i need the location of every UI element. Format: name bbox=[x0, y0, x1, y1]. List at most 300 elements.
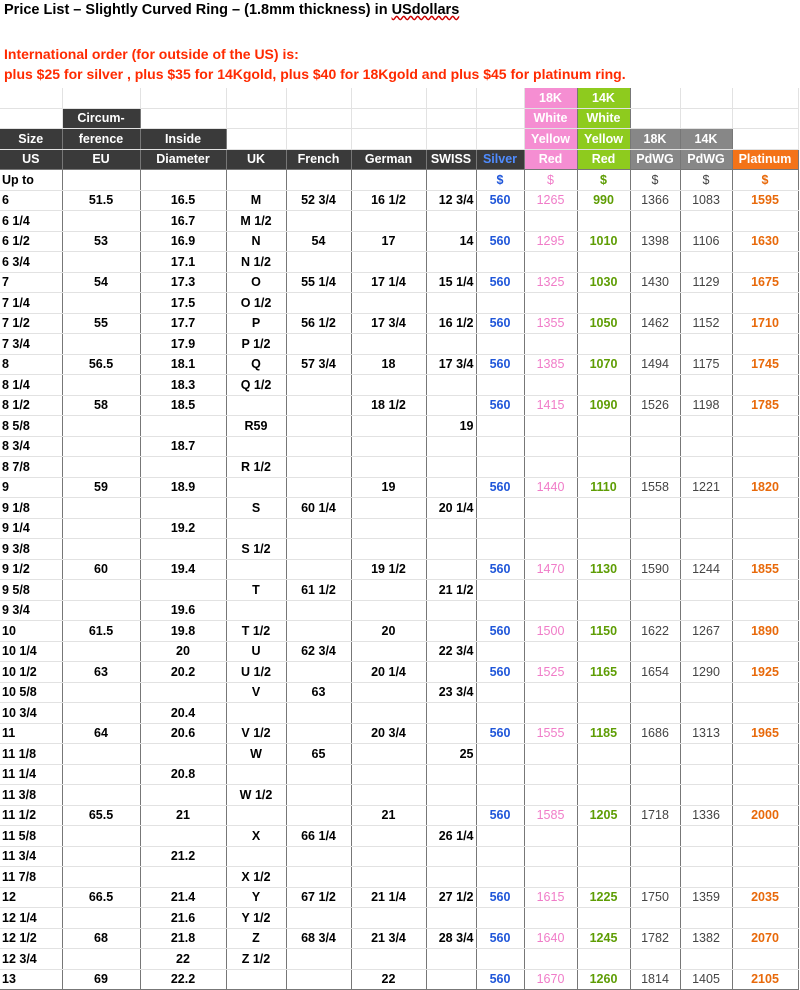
header-swiss: SWISS bbox=[426, 149, 476, 170]
cell-inside-diameter bbox=[140, 457, 226, 478]
cell-silver-price: 560 bbox=[476, 231, 524, 252]
cell-swiss bbox=[426, 969, 476, 990]
cell-silver-price bbox=[476, 703, 524, 724]
cell-18k-pdwg-price: 1718 bbox=[630, 805, 680, 826]
cell-14k-pdwg-price: 1313 bbox=[680, 723, 732, 744]
cell-18k-pdwg-price bbox=[630, 334, 680, 355]
cell-inside-diameter: 17.7 bbox=[140, 313, 226, 334]
cell-swiss: 21 1/2 bbox=[426, 580, 476, 601]
cell-us-size: 7 1/4 bbox=[0, 293, 62, 314]
header-diameter: Diameter bbox=[140, 149, 226, 170]
table-row bbox=[0, 928, 798, 949]
table-row bbox=[0, 621, 798, 642]
cell-uk: V 1/2 bbox=[226, 723, 286, 744]
cell-14k-pdwg-price bbox=[680, 211, 732, 232]
cell-18k-red-price: 1470 bbox=[524, 559, 577, 580]
table-row bbox=[0, 805, 798, 826]
cell-eu bbox=[62, 539, 140, 560]
cell-silver-price bbox=[476, 334, 524, 355]
cell-german bbox=[351, 457, 426, 478]
cell-silver-price: 560 bbox=[476, 395, 524, 416]
cell-uk bbox=[226, 436, 286, 457]
table-row bbox=[0, 457, 798, 478]
cell-swiss bbox=[426, 723, 476, 744]
cell-14k-red-price bbox=[577, 375, 630, 396]
table-row bbox=[0, 211, 798, 232]
cell-french: 56 1/2 bbox=[286, 313, 351, 334]
cell-14k-red-price: 990 bbox=[577, 190, 630, 211]
cell-platinum-price bbox=[732, 334, 798, 355]
cell-inside-diameter bbox=[140, 682, 226, 703]
cell-18k-red-price bbox=[524, 539, 577, 560]
cell-silver-price bbox=[476, 908, 524, 929]
cell-french bbox=[286, 908, 351, 929]
cell-14k-pdwg-price bbox=[680, 867, 732, 888]
cell-uk: Z 1/2 bbox=[226, 949, 286, 970]
cell-swiss bbox=[426, 785, 476, 806]
cell-inside-diameter bbox=[140, 744, 226, 765]
cell-eu bbox=[62, 949, 140, 970]
cell-platinum-price: 1675 bbox=[732, 272, 798, 293]
cell-14k-red-price: 1090 bbox=[577, 395, 630, 416]
cell-french: 65 bbox=[286, 744, 351, 765]
cell-silver-price bbox=[476, 416, 524, 437]
cell-platinum-price bbox=[732, 498, 798, 519]
cell-german bbox=[351, 580, 426, 601]
cell-us-size: 10 3/4 bbox=[0, 703, 62, 724]
cell-silver-price bbox=[476, 436, 524, 457]
cell-eu: 53 bbox=[62, 231, 140, 252]
cell-uk bbox=[226, 600, 286, 621]
cell-eu: 54 bbox=[62, 272, 140, 293]
table-row bbox=[0, 908, 798, 929]
cell-18k-pdwg-price bbox=[630, 826, 680, 847]
header-row-4 bbox=[0, 149, 798, 170]
cell-swiss bbox=[426, 949, 476, 970]
cell-eu: 65.5 bbox=[62, 805, 140, 826]
cell-us-size: 9 1/2 bbox=[0, 559, 62, 580]
table-row bbox=[0, 723, 798, 744]
cell-us-size: 8 1/2 bbox=[0, 395, 62, 416]
cell-french: 62 3/4 bbox=[286, 641, 351, 662]
cell-uk: P 1/2 bbox=[226, 334, 286, 355]
table-row bbox=[0, 662, 798, 683]
cell-platinum-price bbox=[732, 518, 798, 539]
cell-18k-pdwg-price: 1654 bbox=[630, 662, 680, 683]
table-row bbox=[0, 580, 798, 601]
cell-silver-price: 560 bbox=[476, 313, 524, 334]
cell-18k-red-price bbox=[524, 375, 577, 396]
cell-platinum-price bbox=[732, 908, 798, 929]
cell-uk: T 1/2 bbox=[226, 621, 286, 642]
cell-18k-red-price bbox=[524, 600, 577, 621]
cell-18k-pdwg-price bbox=[630, 846, 680, 867]
currency-18k-pdwg: $ bbox=[630, 170, 680, 191]
header-size: Size bbox=[0, 129, 62, 150]
cell-swiss bbox=[426, 703, 476, 724]
cell-eu bbox=[62, 867, 140, 888]
cell-eu: 55 bbox=[62, 313, 140, 334]
cell-14k-red-price: 1185 bbox=[577, 723, 630, 744]
cell-french: 55 1/4 bbox=[286, 272, 351, 293]
cell-14k-pdwg-price bbox=[680, 518, 732, 539]
cell-swiss bbox=[426, 477, 476, 498]
cell-18k-red-price bbox=[524, 846, 577, 867]
cell-french: 57 3/4 bbox=[286, 354, 351, 375]
cell-eu bbox=[62, 846, 140, 867]
cell-french bbox=[286, 375, 351, 396]
cell-french bbox=[286, 559, 351, 580]
cell-silver-price: 560 bbox=[476, 272, 524, 293]
cell-french bbox=[286, 621, 351, 642]
cell-14k-pdwg-price: 1336 bbox=[680, 805, 732, 826]
cell-18k-pdwg-price bbox=[630, 252, 680, 273]
cell-eu bbox=[62, 436, 140, 457]
cell-14k-pdwg-price bbox=[680, 436, 732, 457]
cell-french bbox=[286, 846, 351, 867]
cell-uk: O bbox=[226, 272, 286, 293]
cell-platinum-price bbox=[732, 293, 798, 314]
cell-18k-red-price bbox=[524, 498, 577, 519]
table-row bbox=[0, 252, 798, 273]
cell-us-size: 9 5/8 bbox=[0, 580, 62, 601]
cell-platinum-price bbox=[732, 764, 798, 785]
cell-us-size: 8 7/8 bbox=[0, 457, 62, 478]
cell-platinum-price: 1890 bbox=[732, 621, 798, 642]
table-row bbox=[0, 293, 798, 314]
cell-18k-pdwg-price: 1782 bbox=[630, 928, 680, 949]
cell-14k-red-price: 1165 bbox=[577, 662, 630, 683]
cell-18k-red-price bbox=[524, 518, 577, 539]
cell-swiss bbox=[426, 867, 476, 888]
cell-eu: 56.5 bbox=[62, 354, 140, 375]
header-18k-pd: 18K bbox=[630, 129, 680, 150]
table-row bbox=[0, 600, 798, 621]
cell-14k-red-price: 1225 bbox=[577, 887, 630, 908]
cell-platinum-price bbox=[732, 682, 798, 703]
cell-us-size: 13 bbox=[0, 969, 62, 990]
cell-14k-red-price: 1130 bbox=[577, 559, 630, 580]
table-row bbox=[0, 518, 798, 539]
cell-swiss bbox=[426, 559, 476, 580]
cell-us-size: 8 bbox=[0, 354, 62, 375]
cell-eu: 64 bbox=[62, 723, 140, 744]
cell-swiss: 17 3/4 bbox=[426, 354, 476, 375]
cell-german bbox=[351, 539, 426, 560]
cell-eu bbox=[62, 416, 140, 437]
cell-us-size: 6 1/4 bbox=[0, 211, 62, 232]
cell-french bbox=[286, 805, 351, 826]
cell-18k-red-price bbox=[524, 334, 577, 355]
cell-uk: W bbox=[226, 744, 286, 765]
cell-silver-price bbox=[476, 518, 524, 539]
cell-swiss bbox=[426, 334, 476, 355]
cell-us-size: 12 1/4 bbox=[0, 908, 62, 929]
cell-silver-price bbox=[476, 498, 524, 519]
cell-14k-pdwg-price: 1198 bbox=[680, 395, 732, 416]
table-row bbox=[0, 334, 798, 355]
cell-14k-red-price bbox=[577, 252, 630, 273]
cell-inside-diameter: 20.2 bbox=[140, 662, 226, 683]
header-us: US bbox=[0, 149, 62, 170]
cell-german bbox=[351, 682, 426, 703]
cell-uk: Y bbox=[226, 887, 286, 908]
cell-swiss: 15 1/4 bbox=[426, 272, 476, 293]
cell-inside-diameter bbox=[140, 498, 226, 519]
cell-silver-price: 560 bbox=[476, 805, 524, 826]
cell-platinum-price bbox=[732, 600, 798, 621]
header-14k-pdwg: PdWG bbox=[680, 149, 732, 170]
cell-14k-red-price bbox=[577, 785, 630, 806]
cell-inside-diameter: 20.8 bbox=[140, 764, 226, 785]
cell-german: 17 bbox=[351, 231, 426, 252]
cell-us-size: 6 bbox=[0, 190, 62, 211]
cell-inside-diameter: 18.3 bbox=[140, 375, 226, 396]
cell-18k-pdwg-price: 1526 bbox=[630, 395, 680, 416]
cell-platinum-price: 1965 bbox=[732, 723, 798, 744]
cell-platinum-price bbox=[732, 744, 798, 765]
cell-18k-red-price: 1325 bbox=[524, 272, 577, 293]
table-row bbox=[0, 682, 798, 703]
cell-swiss bbox=[426, 211, 476, 232]
cell-inside-diameter: 19.6 bbox=[140, 600, 226, 621]
cell-inside-diameter: 17.5 bbox=[140, 293, 226, 314]
table-row bbox=[0, 703, 798, 724]
cell-french bbox=[286, 436, 351, 457]
cell-eu bbox=[62, 641, 140, 662]
cell-18k-red-price bbox=[524, 641, 577, 662]
cell-german: 21 3/4 bbox=[351, 928, 426, 949]
cell-18k-red-price bbox=[524, 785, 577, 806]
cell-18k-red-price bbox=[524, 908, 577, 929]
cell-18k-red-price bbox=[524, 252, 577, 273]
cell-inside-diameter: 20.4 bbox=[140, 703, 226, 724]
cell-inside-diameter bbox=[140, 867, 226, 888]
cell-18k-red-price: 1265 bbox=[524, 190, 577, 211]
cell-us-size: 9 3/4 bbox=[0, 600, 62, 621]
cell-german: 16 1/2 bbox=[351, 190, 426, 211]
cell-18k-pdwg-price bbox=[630, 457, 680, 478]
cell-platinum-price bbox=[732, 785, 798, 806]
cell-silver-price bbox=[476, 580, 524, 601]
cell-us-size: 8 3/4 bbox=[0, 436, 62, 457]
cell-silver-price bbox=[476, 641, 524, 662]
cell-german: 20 1/4 bbox=[351, 662, 426, 683]
cell-14k-red-price bbox=[577, 641, 630, 662]
cell-14k-pdwg-price bbox=[680, 703, 732, 724]
cell-silver-price: 560 bbox=[476, 969, 524, 990]
cell-14k-red-price bbox=[577, 457, 630, 478]
table-row bbox=[0, 867, 798, 888]
cell-swiss: 27 1/2 bbox=[426, 887, 476, 908]
cell-14k-pdwg-price bbox=[680, 375, 732, 396]
cell-18k-pdwg-price bbox=[630, 908, 680, 929]
cell-14k-pdwg-price bbox=[680, 908, 732, 929]
header-row-2 bbox=[0, 108, 798, 129]
cell-inside-diameter: 18.9 bbox=[140, 477, 226, 498]
cell-inside-diameter: 18.5 bbox=[140, 395, 226, 416]
cell-swiss: 20 1/4 bbox=[426, 498, 476, 519]
cell-14k-red-price bbox=[577, 846, 630, 867]
table-row bbox=[0, 826, 798, 847]
currency-14k-red: $ bbox=[577, 170, 630, 191]
cell-18k-pdwg-price bbox=[630, 764, 680, 785]
table-row bbox=[0, 744, 798, 765]
table-row bbox=[0, 949, 798, 970]
cell-inside-diameter: 16.9 bbox=[140, 231, 226, 252]
cell-18k-pdwg-price bbox=[630, 498, 680, 519]
cell-silver-price: 560 bbox=[476, 887, 524, 908]
cell-18k-red-price bbox=[524, 416, 577, 437]
cell-18k-red-price: 1500 bbox=[524, 621, 577, 642]
cell-18k-pdwg-price: 1590 bbox=[630, 559, 680, 580]
cell-18k-red-price: 1385 bbox=[524, 354, 577, 375]
cell-18k-red-price: 1440 bbox=[524, 477, 577, 498]
cell-14k-pdwg-price bbox=[680, 846, 732, 867]
cell-uk: W 1/2 bbox=[226, 785, 286, 806]
cell-18k-pdwg-price: 1494 bbox=[630, 354, 680, 375]
cell-14k-red-price bbox=[577, 436, 630, 457]
cell-swiss: 16 1/2 bbox=[426, 313, 476, 334]
cell-silver-price bbox=[476, 949, 524, 970]
cell-silver-price: 560 bbox=[476, 621, 524, 642]
header-platinum: Platinum bbox=[732, 149, 798, 170]
cell-platinum-price bbox=[732, 580, 798, 601]
cell-14k-pdwg-price bbox=[680, 580, 732, 601]
cell-uk: M bbox=[226, 190, 286, 211]
cell-german bbox=[351, 416, 426, 437]
cell-18k-pdwg-price bbox=[630, 703, 680, 724]
cell-uk: N 1/2 bbox=[226, 252, 286, 273]
cell-platinum-price bbox=[732, 375, 798, 396]
cell-14k-red-price bbox=[577, 580, 630, 601]
cell-inside-diameter: 20 bbox=[140, 641, 226, 662]
cell-silver-price: 560 bbox=[476, 928, 524, 949]
cell-14k-red-price: 1050 bbox=[577, 313, 630, 334]
cell-german: 22 bbox=[351, 969, 426, 990]
cell-german bbox=[351, 641, 426, 662]
cell-inside-diameter: 21.8 bbox=[140, 928, 226, 949]
cell-swiss bbox=[426, 293, 476, 314]
cell-us-size: 10 bbox=[0, 621, 62, 642]
cell-eu bbox=[62, 457, 140, 478]
cell-french: 66 1/4 bbox=[286, 826, 351, 847]
cell-18k-pdwg-price: 1398 bbox=[630, 231, 680, 252]
cell-18k-red-price bbox=[524, 457, 577, 478]
header-circumference-top: Circum- bbox=[62, 108, 140, 129]
cell-uk: M 1/2 bbox=[226, 211, 286, 232]
cell-german: 19 1/2 bbox=[351, 559, 426, 580]
cell-uk: U bbox=[226, 641, 286, 662]
header-14k-red: Red bbox=[577, 149, 630, 170]
cell-18k-pdwg-price: 1622 bbox=[630, 621, 680, 642]
cell-french: 54 bbox=[286, 231, 351, 252]
cell-us-size: 12 bbox=[0, 887, 62, 908]
cell-silver-price bbox=[476, 846, 524, 867]
cell-german bbox=[351, 252, 426, 273]
cell-inside-diameter: 17.1 bbox=[140, 252, 226, 273]
header-inside: Inside bbox=[140, 129, 226, 150]
cell-us-size: 12 3/4 bbox=[0, 949, 62, 970]
cell-14k-pdwg-price bbox=[680, 826, 732, 847]
cell-18k-red-price bbox=[524, 580, 577, 601]
cell-swiss bbox=[426, 764, 476, 785]
cell-14k-red-price bbox=[577, 867, 630, 888]
cell-german: 19 bbox=[351, 477, 426, 498]
cell-platinum-price: 1630 bbox=[732, 231, 798, 252]
cell-14k-red-price: 1245 bbox=[577, 928, 630, 949]
cell-uk: S 1/2 bbox=[226, 539, 286, 560]
cell-14k-pdwg-price bbox=[680, 744, 732, 765]
cell-14k-red-price bbox=[577, 518, 630, 539]
cell-inside-diameter: 17.3 bbox=[140, 272, 226, 293]
table-row bbox=[0, 641, 798, 662]
cell-platinum-price bbox=[732, 949, 798, 970]
cell-french: 61 1/2 bbox=[286, 580, 351, 601]
cell-inside-diameter: 22 bbox=[140, 949, 226, 970]
table-row bbox=[0, 785, 798, 806]
cell-swiss bbox=[426, 375, 476, 396]
title-currency: USdollars bbox=[391, 2, 460, 18]
cell-18k-red-price bbox=[524, 682, 577, 703]
cell-german bbox=[351, 334, 426, 355]
cell-14k-red-price: 1030 bbox=[577, 272, 630, 293]
cell-inside-diameter bbox=[140, 785, 226, 806]
cell-14k-pdwg-price: 1083 bbox=[680, 190, 732, 211]
cell-french bbox=[286, 785, 351, 806]
cell-uk bbox=[226, 559, 286, 580]
cell-14k-pdwg-price: 1405 bbox=[680, 969, 732, 990]
cell-eu bbox=[62, 764, 140, 785]
cell-french bbox=[286, 211, 351, 232]
cell-eu bbox=[62, 580, 140, 601]
cell-us-size: 9 1/4 bbox=[0, 518, 62, 539]
cell-14k-red-price: 1070 bbox=[577, 354, 630, 375]
table-row bbox=[0, 539, 798, 560]
cell-us-size: 11 bbox=[0, 723, 62, 744]
header-14k-white: White bbox=[577, 108, 630, 129]
cell-german bbox=[351, 826, 426, 847]
cell-14k-pdwg-price: 1244 bbox=[680, 559, 732, 580]
cell-14k-red-price bbox=[577, 764, 630, 785]
cell-german: 17 1/4 bbox=[351, 272, 426, 293]
cell-french: 63 bbox=[286, 682, 351, 703]
cell-uk: S bbox=[226, 498, 286, 519]
table-row bbox=[0, 231, 798, 252]
cell-german: 17 3/4 bbox=[351, 313, 426, 334]
cell-silver-price bbox=[476, 867, 524, 888]
cell-eu: 68 bbox=[62, 928, 140, 949]
cell-18k-pdwg-price bbox=[630, 211, 680, 232]
cell-german bbox=[351, 518, 426, 539]
cell-14k-pdwg-price bbox=[680, 293, 732, 314]
cell-silver-price: 560 bbox=[476, 354, 524, 375]
cell-18k-pdwg-price bbox=[630, 539, 680, 560]
cell-14k-pdwg-price bbox=[680, 252, 732, 273]
currency-14k-pdwg: $ bbox=[680, 170, 732, 191]
cell-platinum-price bbox=[732, 436, 798, 457]
page-title bbox=[4, 2, 459, 18]
cell-eu bbox=[62, 785, 140, 806]
cell-silver-price: 560 bbox=[476, 662, 524, 683]
cell-silver-price bbox=[476, 293, 524, 314]
cell-silver-price bbox=[476, 682, 524, 703]
cell-inside-diameter: 18.1 bbox=[140, 354, 226, 375]
cell-us-size: 11 5/8 bbox=[0, 826, 62, 847]
cell-14k-red-price bbox=[577, 498, 630, 519]
cell-uk: N bbox=[226, 231, 286, 252]
cell-uk: X bbox=[226, 826, 286, 847]
